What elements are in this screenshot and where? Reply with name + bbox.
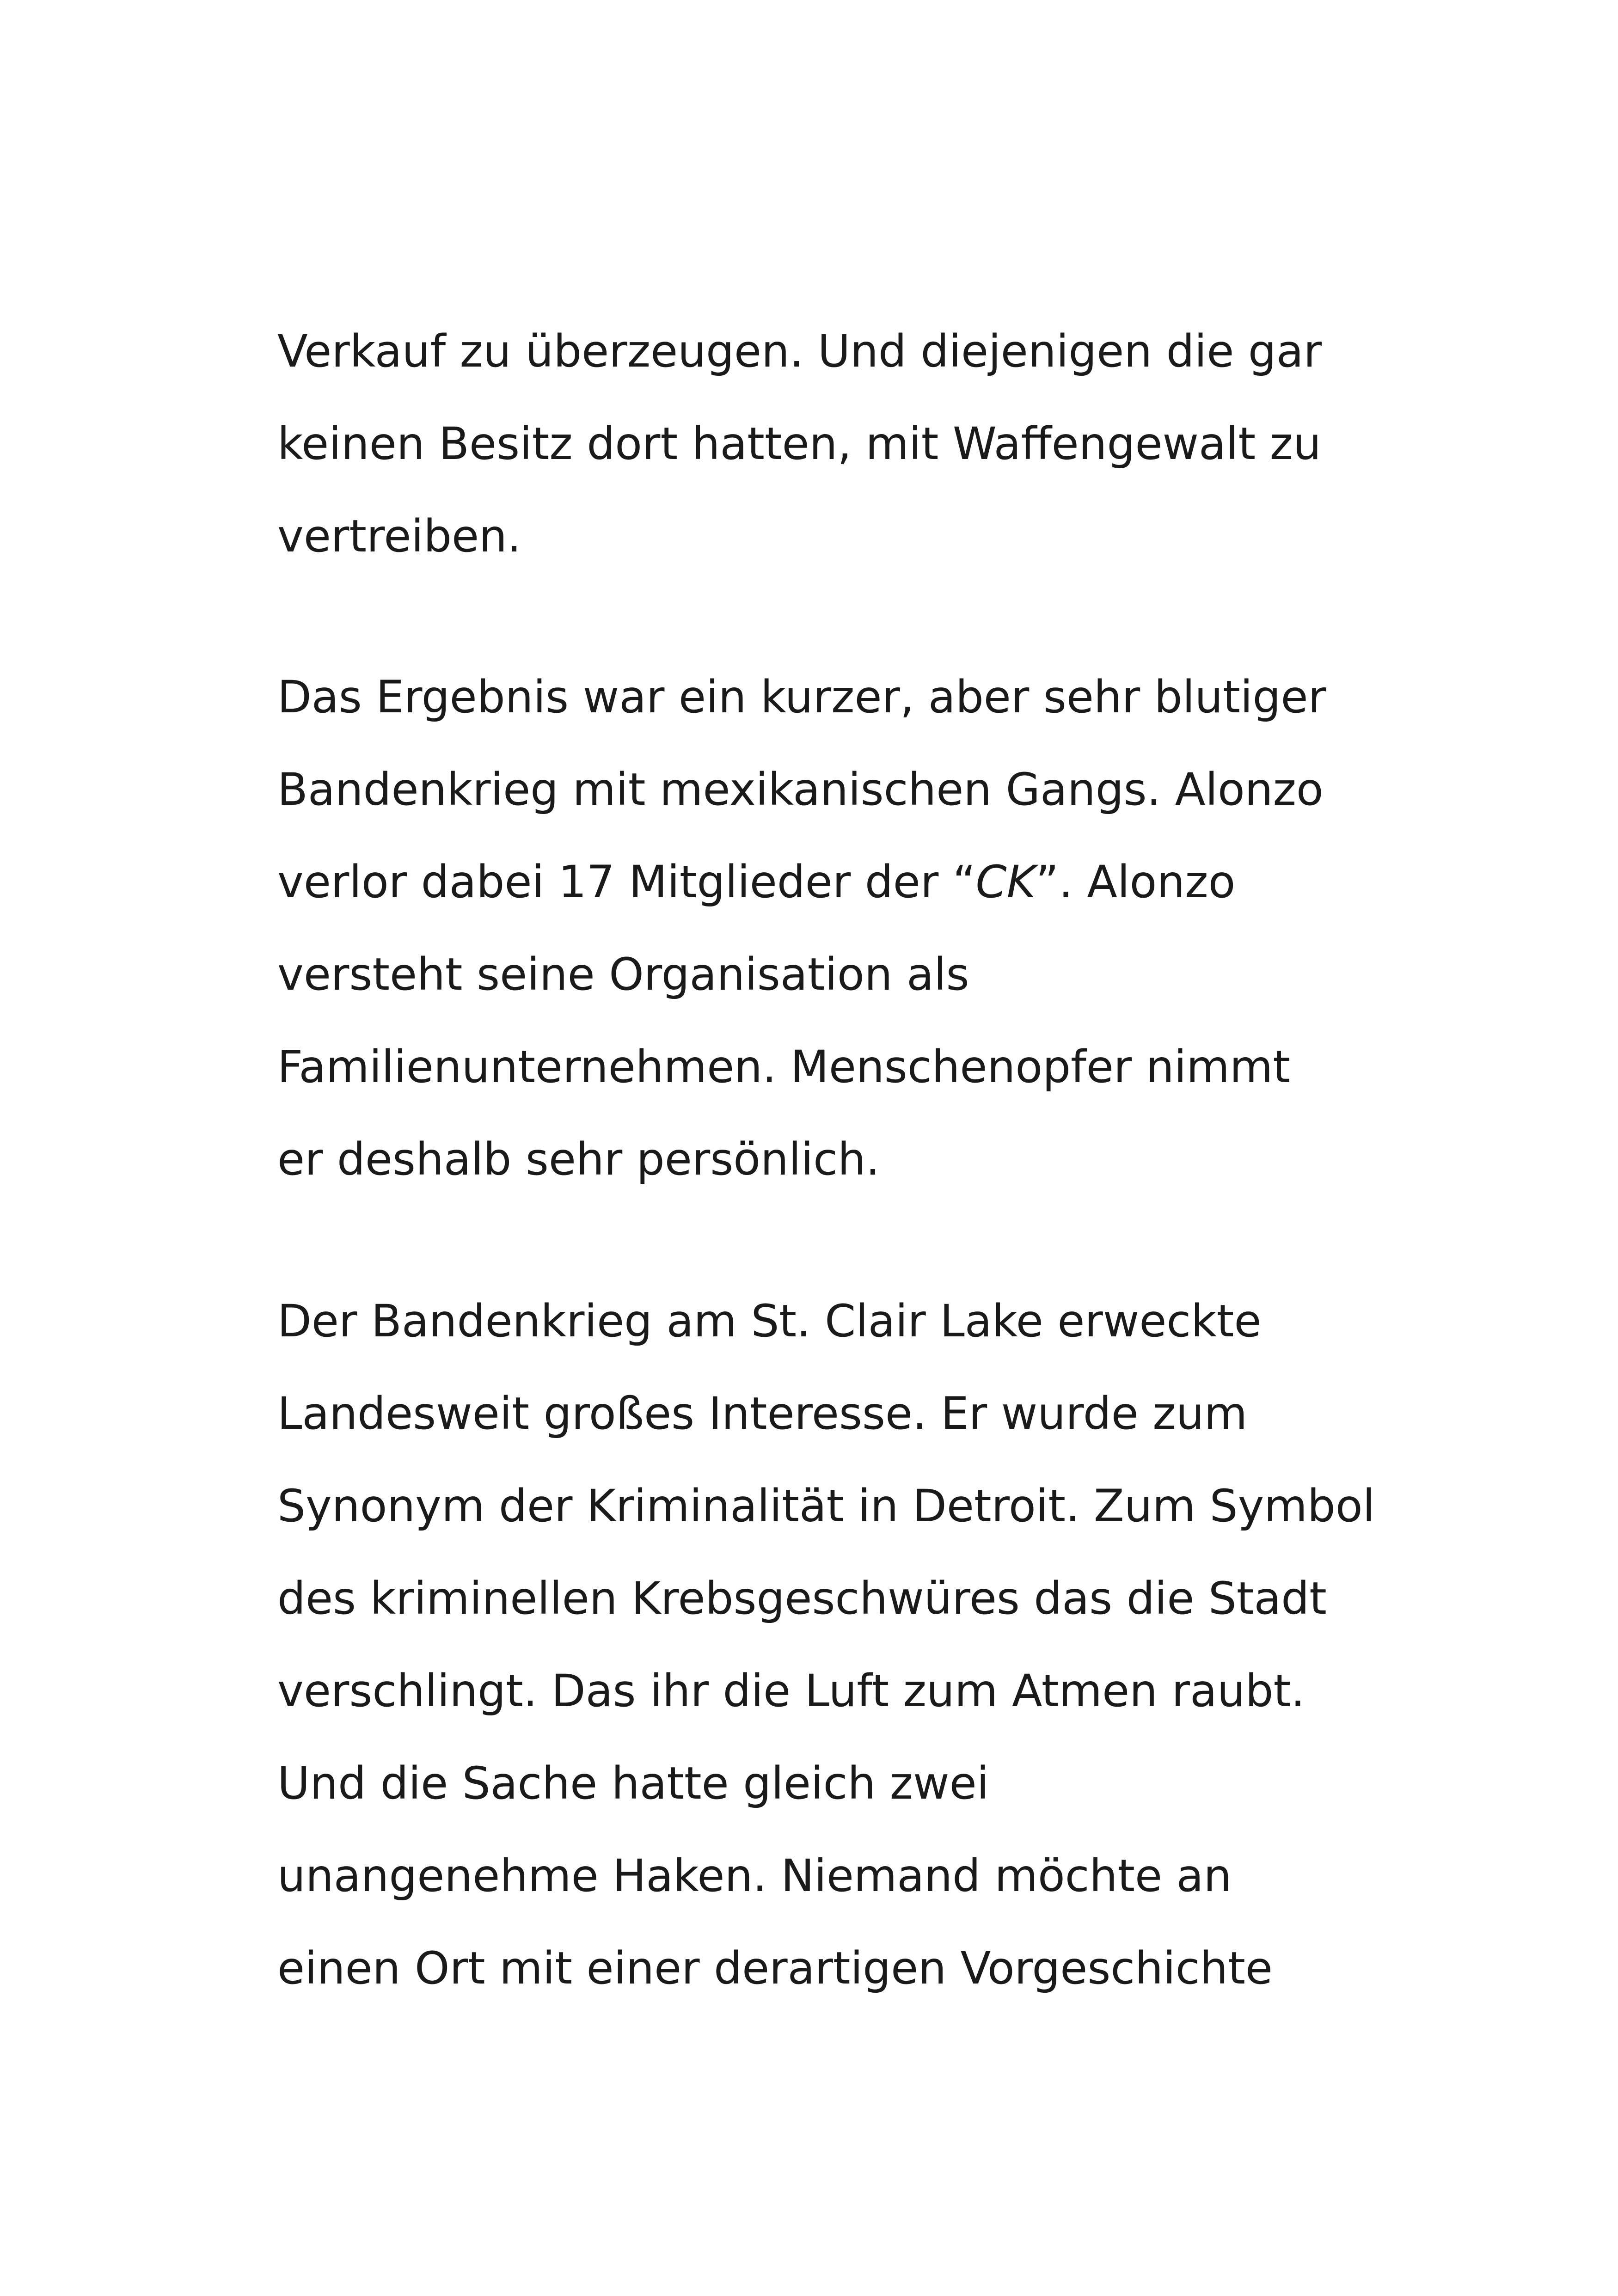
- text-line: des kriminellen Krebsgeschwüres das die Stadt: [277, 1573, 1327, 1624]
- text-line: vertreiben.: [277, 510, 521, 562]
- text-line: Der Bandenkrieg am St. Clair Lake erweckte: [277, 1295, 1262, 1347]
- italic-abbreviation: CK: [975, 856, 1036, 908]
- paragraph-spacer: [277, 582, 1396, 651]
- text-line: Verkauf zu überzeugen. Und diejenigen die gar: [277, 325, 1322, 377]
- text-segment: verlor dabei 17 Mitglieder der “: [277, 856, 976, 908]
- text-line: er deshalb sehr persönlich.: [277, 1133, 880, 1185]
- text-line: Synonym der Kriminalität in Detroit. Zum Symbol: [277, 1480, 1375, 1532]
- body-text: [277, 305, 1396, 2014]
- text-line: Das Ergebnis war ein kurzer, aber sehr blutiger: [277, 671, 1326, 723]
- text-line: Und die Sache hatte gleich zwei: [277, 1757, 989, 1809]
- text-line: keinen Besitz dort hatten, mit Waffengewalt zu: [277, 418, 1321, 470]
- text-line: einen Ort mit einer derartigen Vorgeschichte: [277, 1942, 1273, 1994]
- text-line: Bandenkrieg mit mexikanischen Gangs. Alonzo: [277, 764, 1324, 815]
- text-line: unangenehme Haken. Niemand möchte an: [277, 1850, 1232, 1902]
- paragraph-1: [277, 305, 1396, 582]
- text-line-with-italic: [277, 836, 1396, 928]
- text-segment: ”. Alonzo: [1036, 856, 1236, 908]
- text-line: versteht seine Organisation als: [277, 949, 969, 1000]
- text-line: Familienunternehmen. Menschenopfer nimmt: [277, 1041, 1291, 1093]
- paragraph-3: [277, 1275, 1396, 2014]
- text-line: Landesweit großes Interesse. Er wurde zum: [277, 1388, 1248, 1439]
- paragraph-2: [277, 651, 1396, 1206]
- text-line: verschlingt. Das ihr die Luft zum Atmen raubt.: [277, 1665, 1305, 1717]
- paragraph-spacer: [277, 1206, 1396, 1275]
